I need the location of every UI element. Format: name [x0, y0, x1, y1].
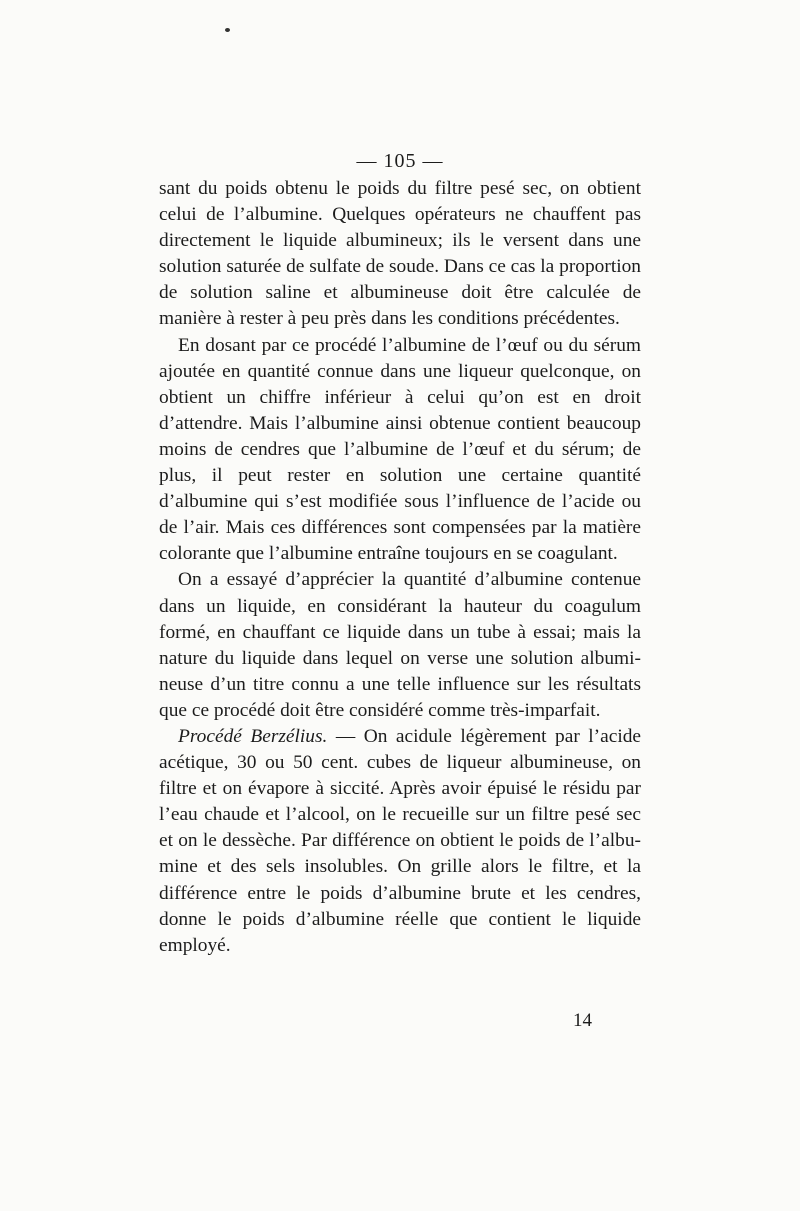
paragraph-2: [159, 333, 641, 568]
paragraph-4-text: — On acidule légèrement par l’acide acétique, 30 ou 50 cent. cubes de liqueur albumineuse, on filtre et on évapore à siccité. Après avoir épuisé le résidu par l’eau chaude et l’alcool, on le recueille sur un filtre pesé sec et on le dessèche. Par différence on obtient le poids de l’albumine et des sels insolubles. On grille alors le filtre, et la différence entre le poids d’albumine brute et les cendres, donne le poids d’albumine réelle que contient le liquide employé.: [159, 725, 642, 956]
paragraph-4: [159, 724, 641, 959]
signature-mark: 14: [573, 1010, 592, 1031]
section-heading: Procédé Berzélius.: [178, 725, 328, 747]
paragraph-1: [159, 176, 641, 333]
paragraph-3-text: On a essayé d’apprécier la quantité d’albumine contenue dans un liquide, en considérant la hauteur du coagulum formé, en chauffant ce liquide dans un tube à essai; mais la nature du liquide dans lequel on verse une solution albumineuse d’un titre connu a une telle influence sur les résultats que ce procédé doit être considéré comme très-imparfait.: [159, 569, 641, 721]
paragraph-3: [159, 567, 641, 724]
ink-speck: [225, 28, 230, 32]
page-number: — 105 —: [356, 150, 444, 172]
paragraph-2-text: En dosant par ce procédé l’albumine de l’œuf ou du sérum ajoutée en quantité connue dans une liqueur quelconque, on obtient un chiffre inférieur à celui qu’on est en droit d’attendre. Mais l’albumine ainsi obtenue contient beaucoup moins de cendres que l’albumine de l’œuf et du sérum; de plus, il peut rester en solution une certaine quantité d’albumine qui s’est modifiée sous l’influence de l’acide ou de l’air. Mais ces différences sont compensées par la matière colorante que l’albumine entraîne toujours en se coagulant.: [159, 334, 641, 565]
body-text: [159, 176, 641, 959]
paragraph-1-text: sant du poids obtenu le poids du filtre pesé sec, on obtient celui de l’albumine. Quelques opérateurs ne chauffent pas directement le liquide albumineux; ils le versent dans une solution saturée de sulfate de soude. Dans ce cas la proportion de solution saline et albumineuse doit être calculée de manière à rester à peu près dans les conditions précédentes.: [159, 178, 641, 330]
